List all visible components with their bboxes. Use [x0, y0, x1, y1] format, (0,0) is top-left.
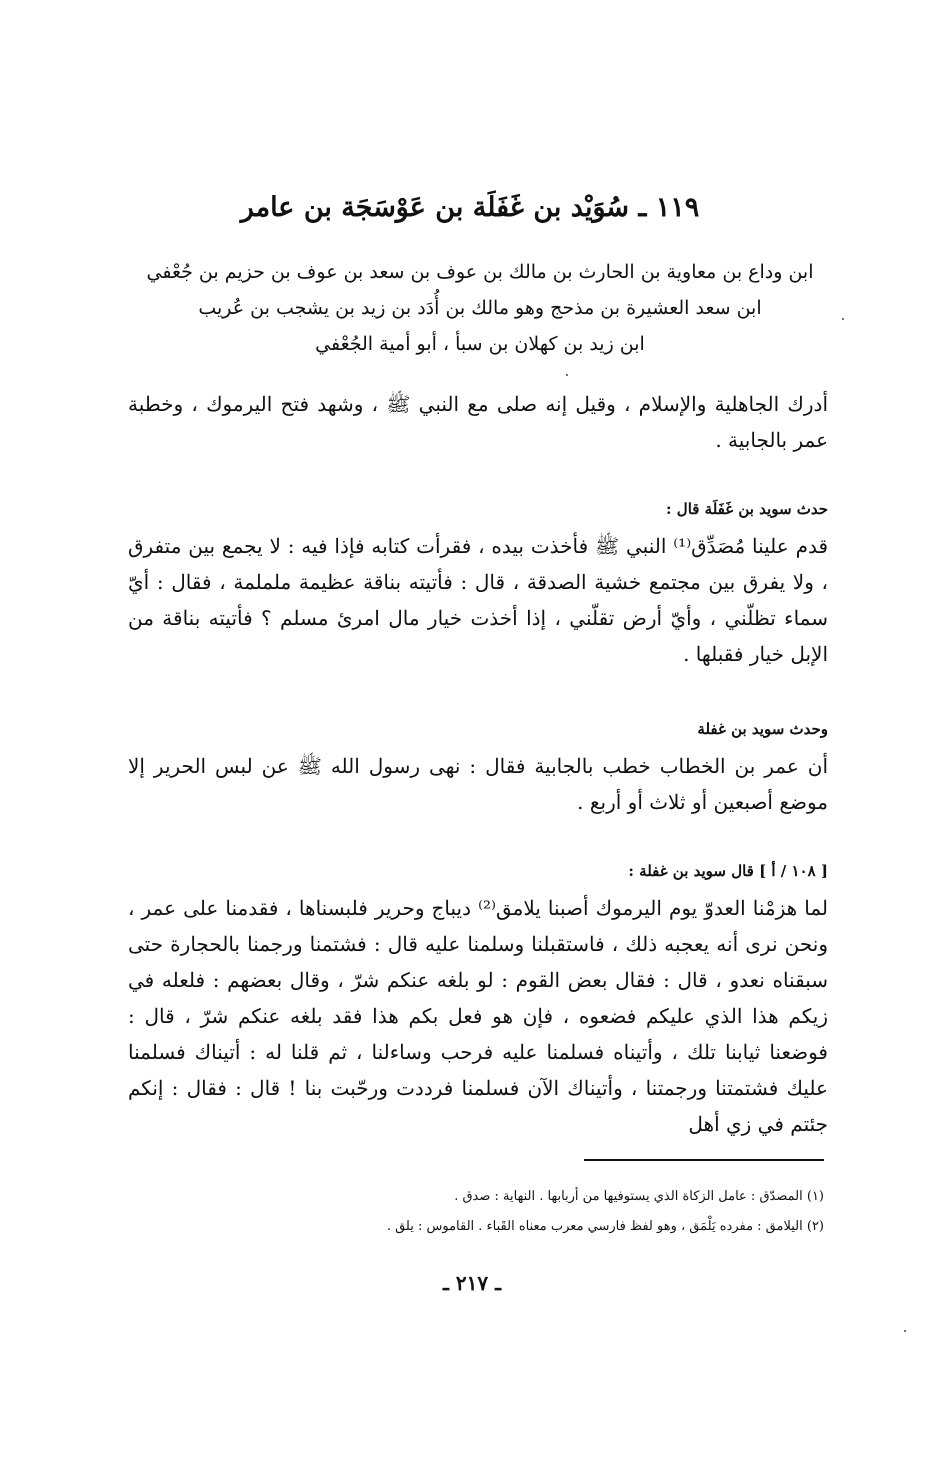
scan-speck	[904, 1330, 906, 1332]
footnote: (١) المصدّق : عامل الزكاة الذي يستوفيها من أربابها . النهاية : صدق .	[454, 1189, 824, 1204]
section-heading: وحدث سويد بن غفلة	[697, 720, 828, 738]
entry-title: ١١٩ ـ سُوَيْد بن غَفَلَة بن عَوْسَجَة بن عامر	[240, 192, 700, 223]
intro-paragraph: أدرك الجاهلية والإسلام ، وقيل إنه صلى مع النبي ﷺ ، وشهد فتح اليرموك ، وخطبة عمر بالجابية .	[128, 392, 828, 452]
lineage-line: ابن وداع بن معاوية بن الحارث بن مالك بن عوف بن سعد بن عوف بن حزيم بن جُعْفي	[146, 261, 814, 283]
section-paragraph: لما هزمْنا العدوّ يوم اليرموك أصبنا يلامق⁽²⁾ ديباج وحرير فلبسناها ، فقدمنا على عمر ، ونحن نرى أنه يعجبه ذلك ، فاستقبلنا وسلمنا عليه قال : فشتمنا ورجمنا بالحجارة حتى سبقناه نعدو ، قال : فقال بعض القوم : لو بلغه عنكم شرّ ، وقال بعضهم : فلعله في زيكم هذا الذي عليكم فضعوه ، فإن هو فعل بكم هذا فقد بلغه عنكم شرّ ، قال : فوضعنا ثيابنا تلك ، وأتيناه فسلمنا عليه فرحب وساءلنا ، ثم قلنا له : أتيناك فسلمنا عليك فشتمتنا ورجمتنا ، وأتيناك الآن فسلمنا فرددت ورحّبت بنا ! قال : فقال : إنكم جئتم في زي أهل	[128, 896, 829, 1136]
section-paragraph: أن عمر بن الخطاب خطب بالجابية فقال : نهى رسول الله ﷺ عن لبس الحرير إلا موضع أصبعين أو ثلاث أو أربع .	[128, 754, 828, 814]
scan-speck	[842, 318, 844, 320]
section-heading: [ ١٠٨ / أ ] قال سويد بن غفلة :	[628, 862, 828, 880]
footnote: (٢) اليلامق : مفرده يَلْمَق ، وهو لفظ فارسي معرب معناه القَباء . القاموس : يلق .	[386, 1219, 824, 1234]
lineage-line: ابن زيد بن كهلان بن سبأ ، أبو أمية الجُعْفي	[315, 333, 645, 355]
section-heading: حدث سويد بن غَفَلَة قال :	[666, 500, 828, 518]
section-paragraph: قدم علينا مُصَدِّق⁽¹⁾ النبي ﷺ فأخذت بيده ، فقرأت كتابه فإذا فيه : لا يجمع بين متفرق ، ولا يفرق بين مجتمع خشية الصدقة ، قال : فأتيته بناقة عظيمة ململمة ، فقال : أيّ سماء تظلّني ، وأيّ أرض تقلّني ، إذا أخذت خيار مال امرئ مسلم ؟ فأتيته بناقة من الإبل خيار فقبلها .	[128, 534, 829, 666]
lineage-block	[120, 254, 840, 362]
scan-speck	[566, 374, 568, 376]
page-number: ـ ٢١٧ ـ	[443, 1271, 501, 1295]
footnote-divider	[584, 1159, 824, 1161]
footnotes	[174, 1182, 824, 1242]
lineage-line: ابن سعد العشيرة بن مذحج وهو مالك بن أُدَد بن زيد بن يشجب بن عُريب	[198, 297, 762, 319]
